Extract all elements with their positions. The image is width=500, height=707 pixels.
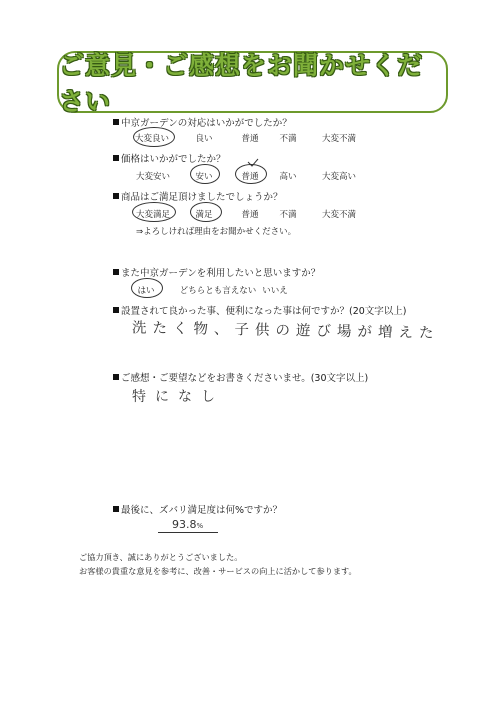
bullet-square-icon <box>113 155 119 161</box>
question-2: 価格はいかがでしたか？ <box>113 151 226 165</box>
q1-option-4[interactable]: 不満 <box>279 134 297 144</box>
q3-option-1[interactable]: 大変満足 <box>135 210 171 220</box>
q1-option-3[interactable]: 普通 <box>241 134 259 144</box>
bullet-square-icon <box>113 269 119 275</box>
q5-handwritten-answer: 洗たく物、子供の遊び場が増えた <box>131 320 440 342</box>
q1-option-5[interactable]: 大変不満 <box>321 134 357 144</box>
q3-option-2[interactable]: 満足 <box>195 210 213 220</box>
question-3: 商品はご満足頂けましたでしょうか？ <box>113 189 283 203</box>
q3-selection-circle-1 <box>132 202 176 222</box>
question-4: また中京ガーデンを利用したいと思いますか？ <box>113 265 320 279</box>
question-7: 最後に、ズバリ満足度は何%ですか？ <box>113 502 282 516</box>
q3-reason-prompt: ⇒よろしければ理由をお聞かせください。 <box>136 227 297 237</box>
q4-selection-circle <box>131 278 163 298</box>
question-6: ご感想・ご要望などをお書きくださいませ。(30文字以上) <box>113 370 368 384</box>
q1-option-2[interactable]: 良い <box>195 134 213 144</box>
footer-thanks: ご協力頂き、誠にありがとうございました。 <box>79 552 243 562</box>
q4-option-1[interactable]: はい <box>137 286 155 296</box>
q1-option-1[interactable]: 大変良い <box>134 134 170 144</box>
q7-handwritten-value: 93.8 <box>172 518 197 531</box>
bullet-square-icon <box>113 374 119 380</box>
q7-answer <box>172 518 203 531</box>
q2-option-5[interactable]: 大変高い <box>321 172 357 182</box>
q6-handwritten-answer: 特になし <box>132 389 224 405</box>
question-5: 設置されて良かった事、便利になった事は何ですか？(20文字以上) <box>113 303 407 317</box>
q7-percent-unit: % <box>196 522 204 530</box>
q2-selection-circle-1 <box>190 164 220 184</box>
q2-option-2[interactable]: 安い <box>195 172 213 182</box>
bullet-square-icon <box>113 506 119 512</box>
bullet-square-icon <box>113 193 119 199</box>
page-title: ご意見・ご感想をお聞かせください <box>59 51 424 116</box>
question-1: 中京ガーデンの対応はいかがでしたか？ <box>113 115 292 129</box>
q3-option-3[interactable]: 普通 <box>241 210 259 220</box>
q2-option-3[interactable]: 普通 <box>241 172 259 182</box>
q2-option-4[interactable]: 高い <box>279 172 297 182</box>
title-banner <box>57 51 448 116</box>
q3-option-5[interactable]: 大変不満 <box>321 210 357 220</box>
bullet-square-icon <box>113 307 119 313</box>
check-mark-icon <box>247 158 259 168</box>
q3-selection-circle-2 <box>190 202 222 222</box>
q3-option-4[interactable]: 不満 <box>279 210 297 220</box>
footer-message: お客様の貴重な意見を参考に、改善・サービスの向上に活かして参ります。 <box>79 566 357 576</box>
q4-option-3[interactable]: いいえ <box>262 286 288 296</box>
q2-option-1[interactable]: 大変安い <box>135 172 171 182</box>
bullet-square-icon <box>113 119 119 125</box>
q4-option-2[interactable]: どちらとも言えない <box>179 286 257 296</box>
q1-selection-circle <box>133 127 175 147</box>
q7-answer-underline <box>158 532 218 533</box>
